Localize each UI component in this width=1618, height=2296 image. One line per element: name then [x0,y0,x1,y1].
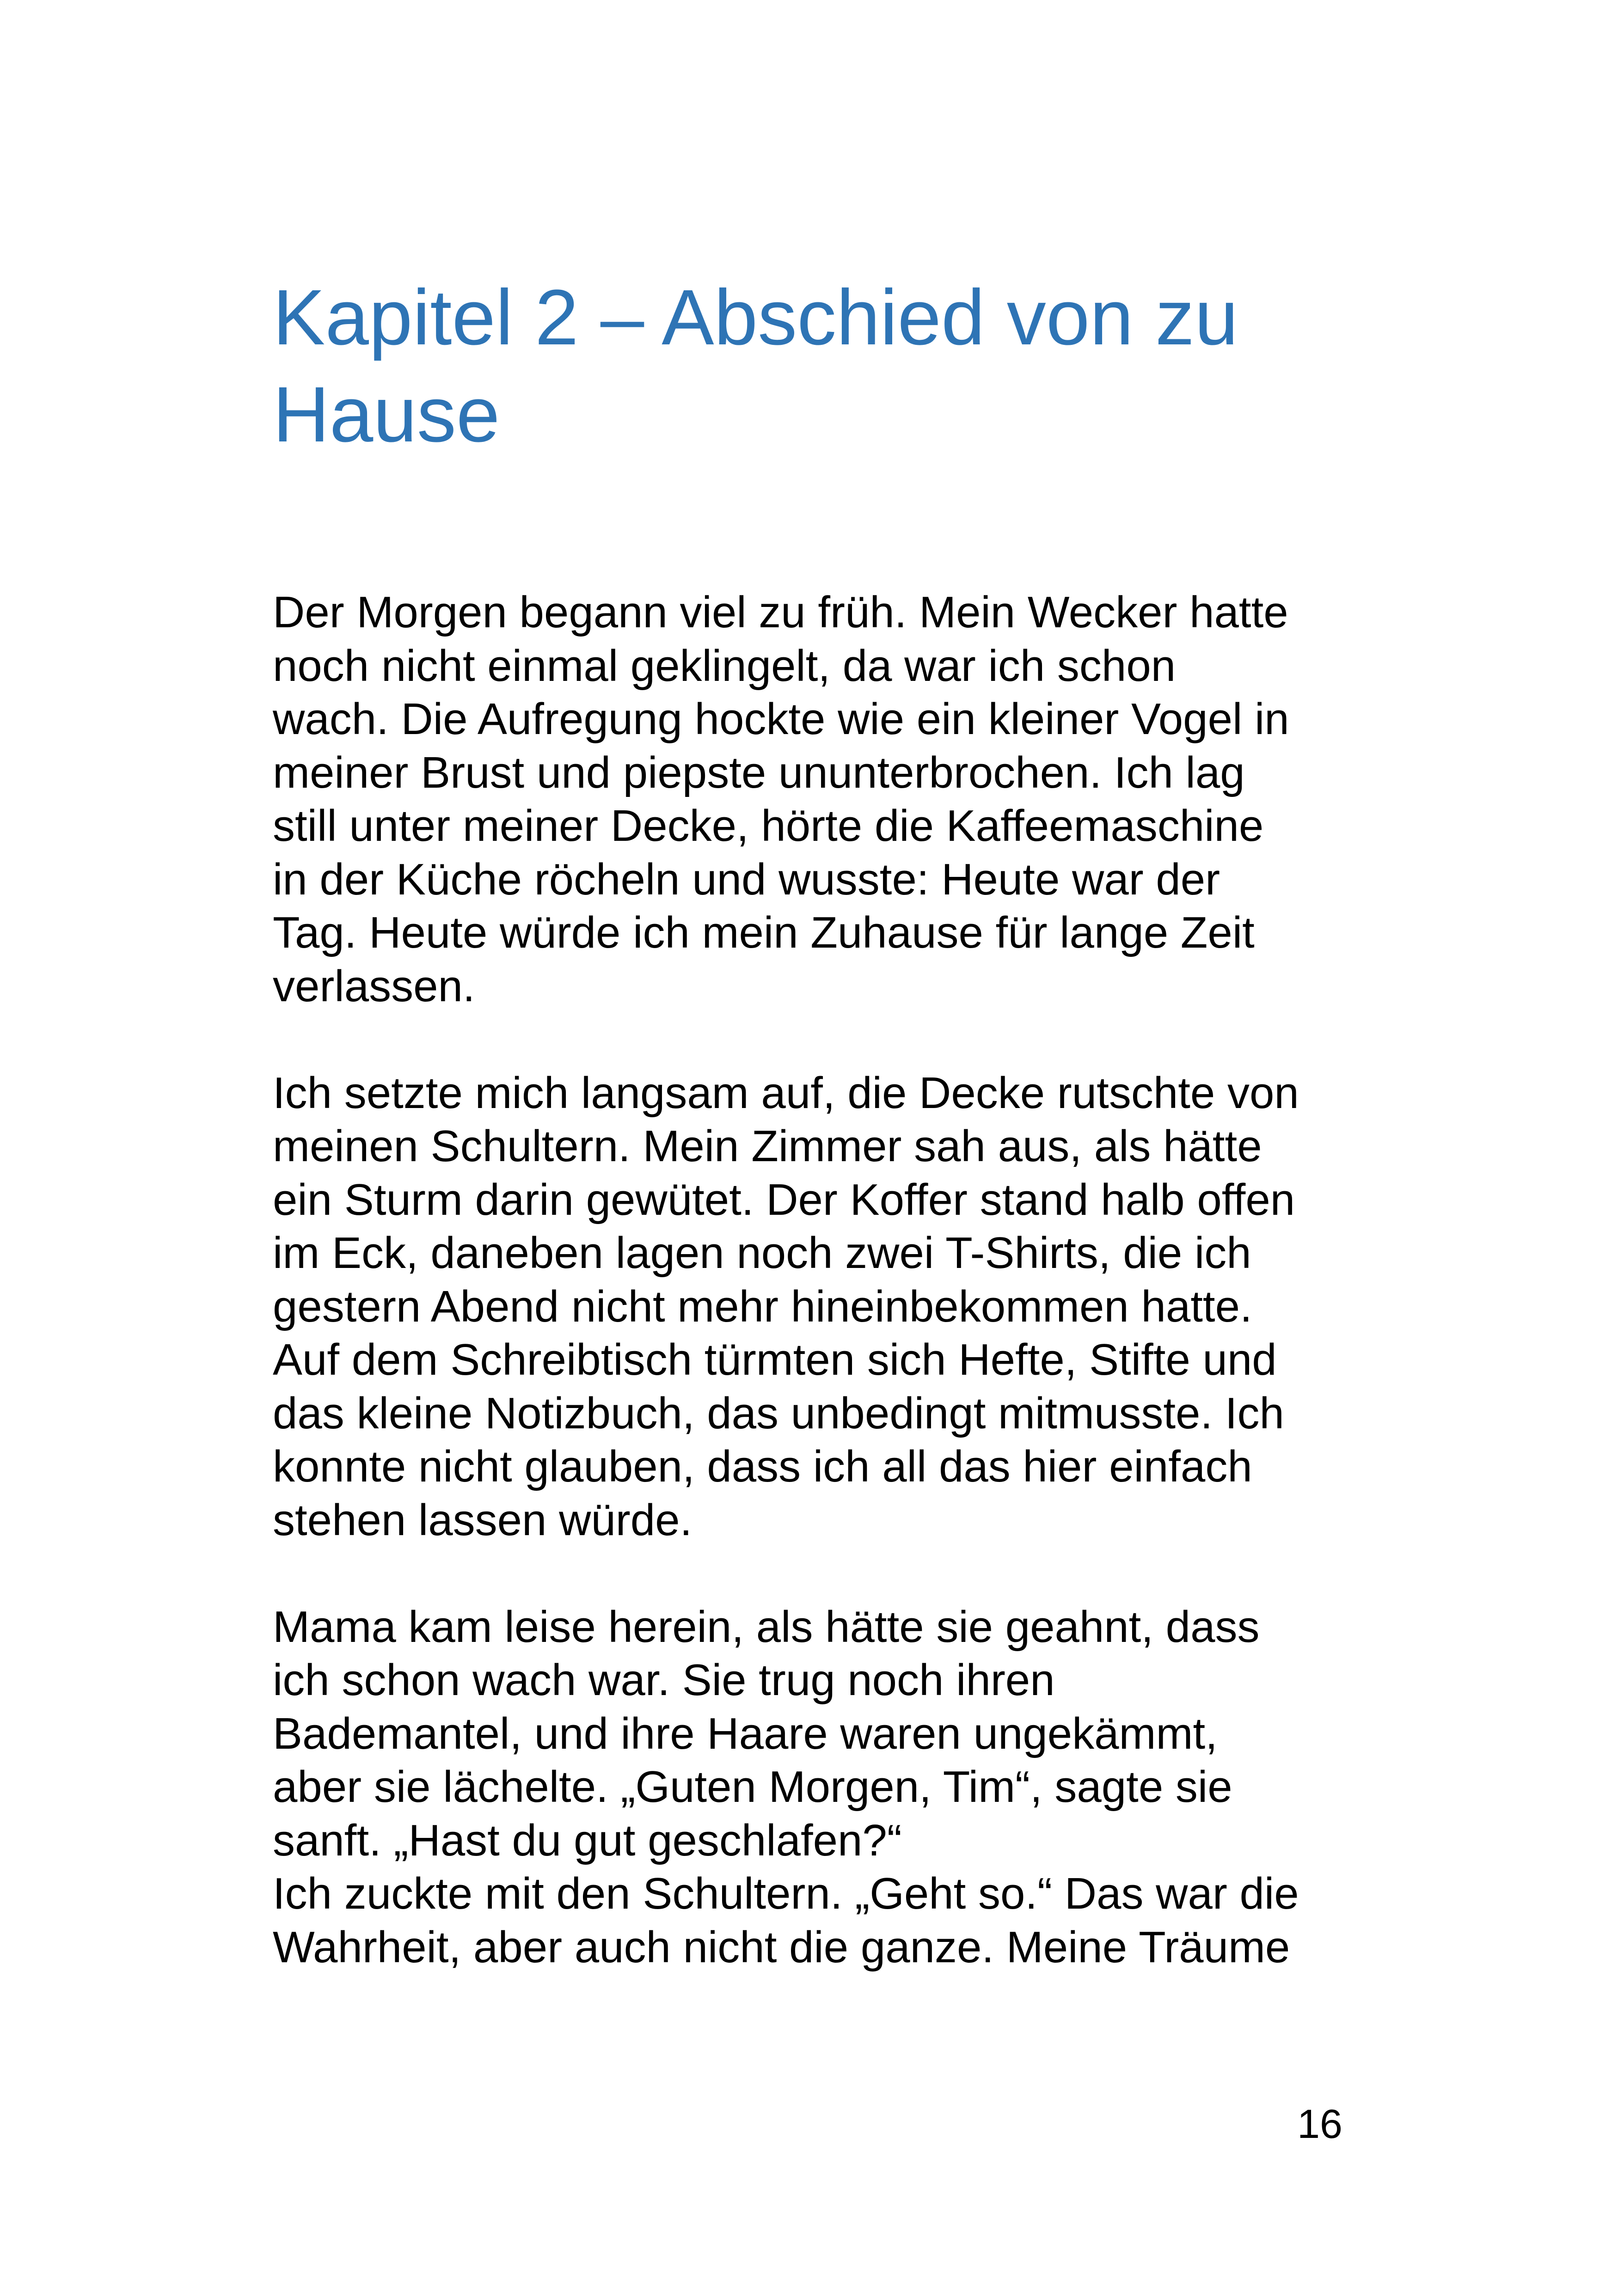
text-line: meinen Schultern. Mein Zimmer sah aus, als hätte [273,1121,1262,1171]
text-line: gestern Abend nicht mehr hineinbekommen hatte. [273,1281,1252,1331]
text-line: ein Sturm darin gewütet. Der Koffer stand halb offen [273,1175,1295,1225]
paragraph-spacer [273,1547,1382,1600]
text-line: wach. Die Aufregung hockte wie ein kleiner Vogel in [273,694,1289,744]
text-line: meiner Brust und piepste ununterbrochen. Ich lag [273,747,1245,797]
text-line: verlassen. [273,961,475,1011]
chapter-title [273,269,1382,463]
text-line: Bademantel, und ihre Haare waren ungekämmt, [273,1708,1218,1758]
text-line: ich schon wach war. Sie trug noch ihren [273,1655,1055,1705]
paragraph [273,1600,1382,1974]
text-line: stehen lassen würde. [273,1495,693,1545]
text-line: still unter meiner Decke, hörte die Kaffeemaschine [273,801,1264,851]
paragraph-spacer [273,1013,1382,1066]
text-line: in der Küche röcheln und wusste: Heute war der [273,854,1220,904]
chapter-title-line: Kapitel 2 – Abschied von zu [273,274,1238,361]
text-line: Tag. Heute würde ich mein Zuhause für lange Zeit [273,908,1255,957]
text-line: noch nicht einmal geklingelt, da war ich schon [273,641,1176,691]
page-number: 16 [1297,2101,1342,2147]
text-line: Ich setzte mich langsam auf, die Decke rutschte von [273,1068,1299,1118]
text-line: im Eck, daneben lagen noch zwei T-Shirts, die ich [273,1228,1251,1278]
text-line: Der Morgen begann viel zu früh. Mein Wecker hatte [273,588,1288,637]
chapter-body [273,586,1382,1974]
text-line: Wahrheit, aber auch nicht die ganze. Meine Träume [273,1922,1290,1972]
text-line: Auf dem Schreibtisch türmten sich Hefte, Stifte und [273,1335,1277,1384]
chapter-title-line: Hause [273,371,500,459]
text-line: sanft. „Hast du gut geschlafen?“ [273,1815,902,1865]
text-line: das kleine Notizbuch, das unbedingt mitmusste. Ich [273,1388,1284,1438]
text-line: konnte nicht glauben, dass ich all das hier einfach [273,1442,1252,1491]
text-line: Mama kam leise herein, als hätte sie geahnt, dass [273,1602,1260,1652]
paragraph [273,1066,1382,1547]
text-line: Ich zuckte mit den Schultern. „Geht so.“ Das war die [273,1869,1299,1918]
text-line: aber sie lächelte. „Guten Morgen, Tim“, sagte sie [273,1762,1232,1812]
paragraph [273,586,1382,1013]
